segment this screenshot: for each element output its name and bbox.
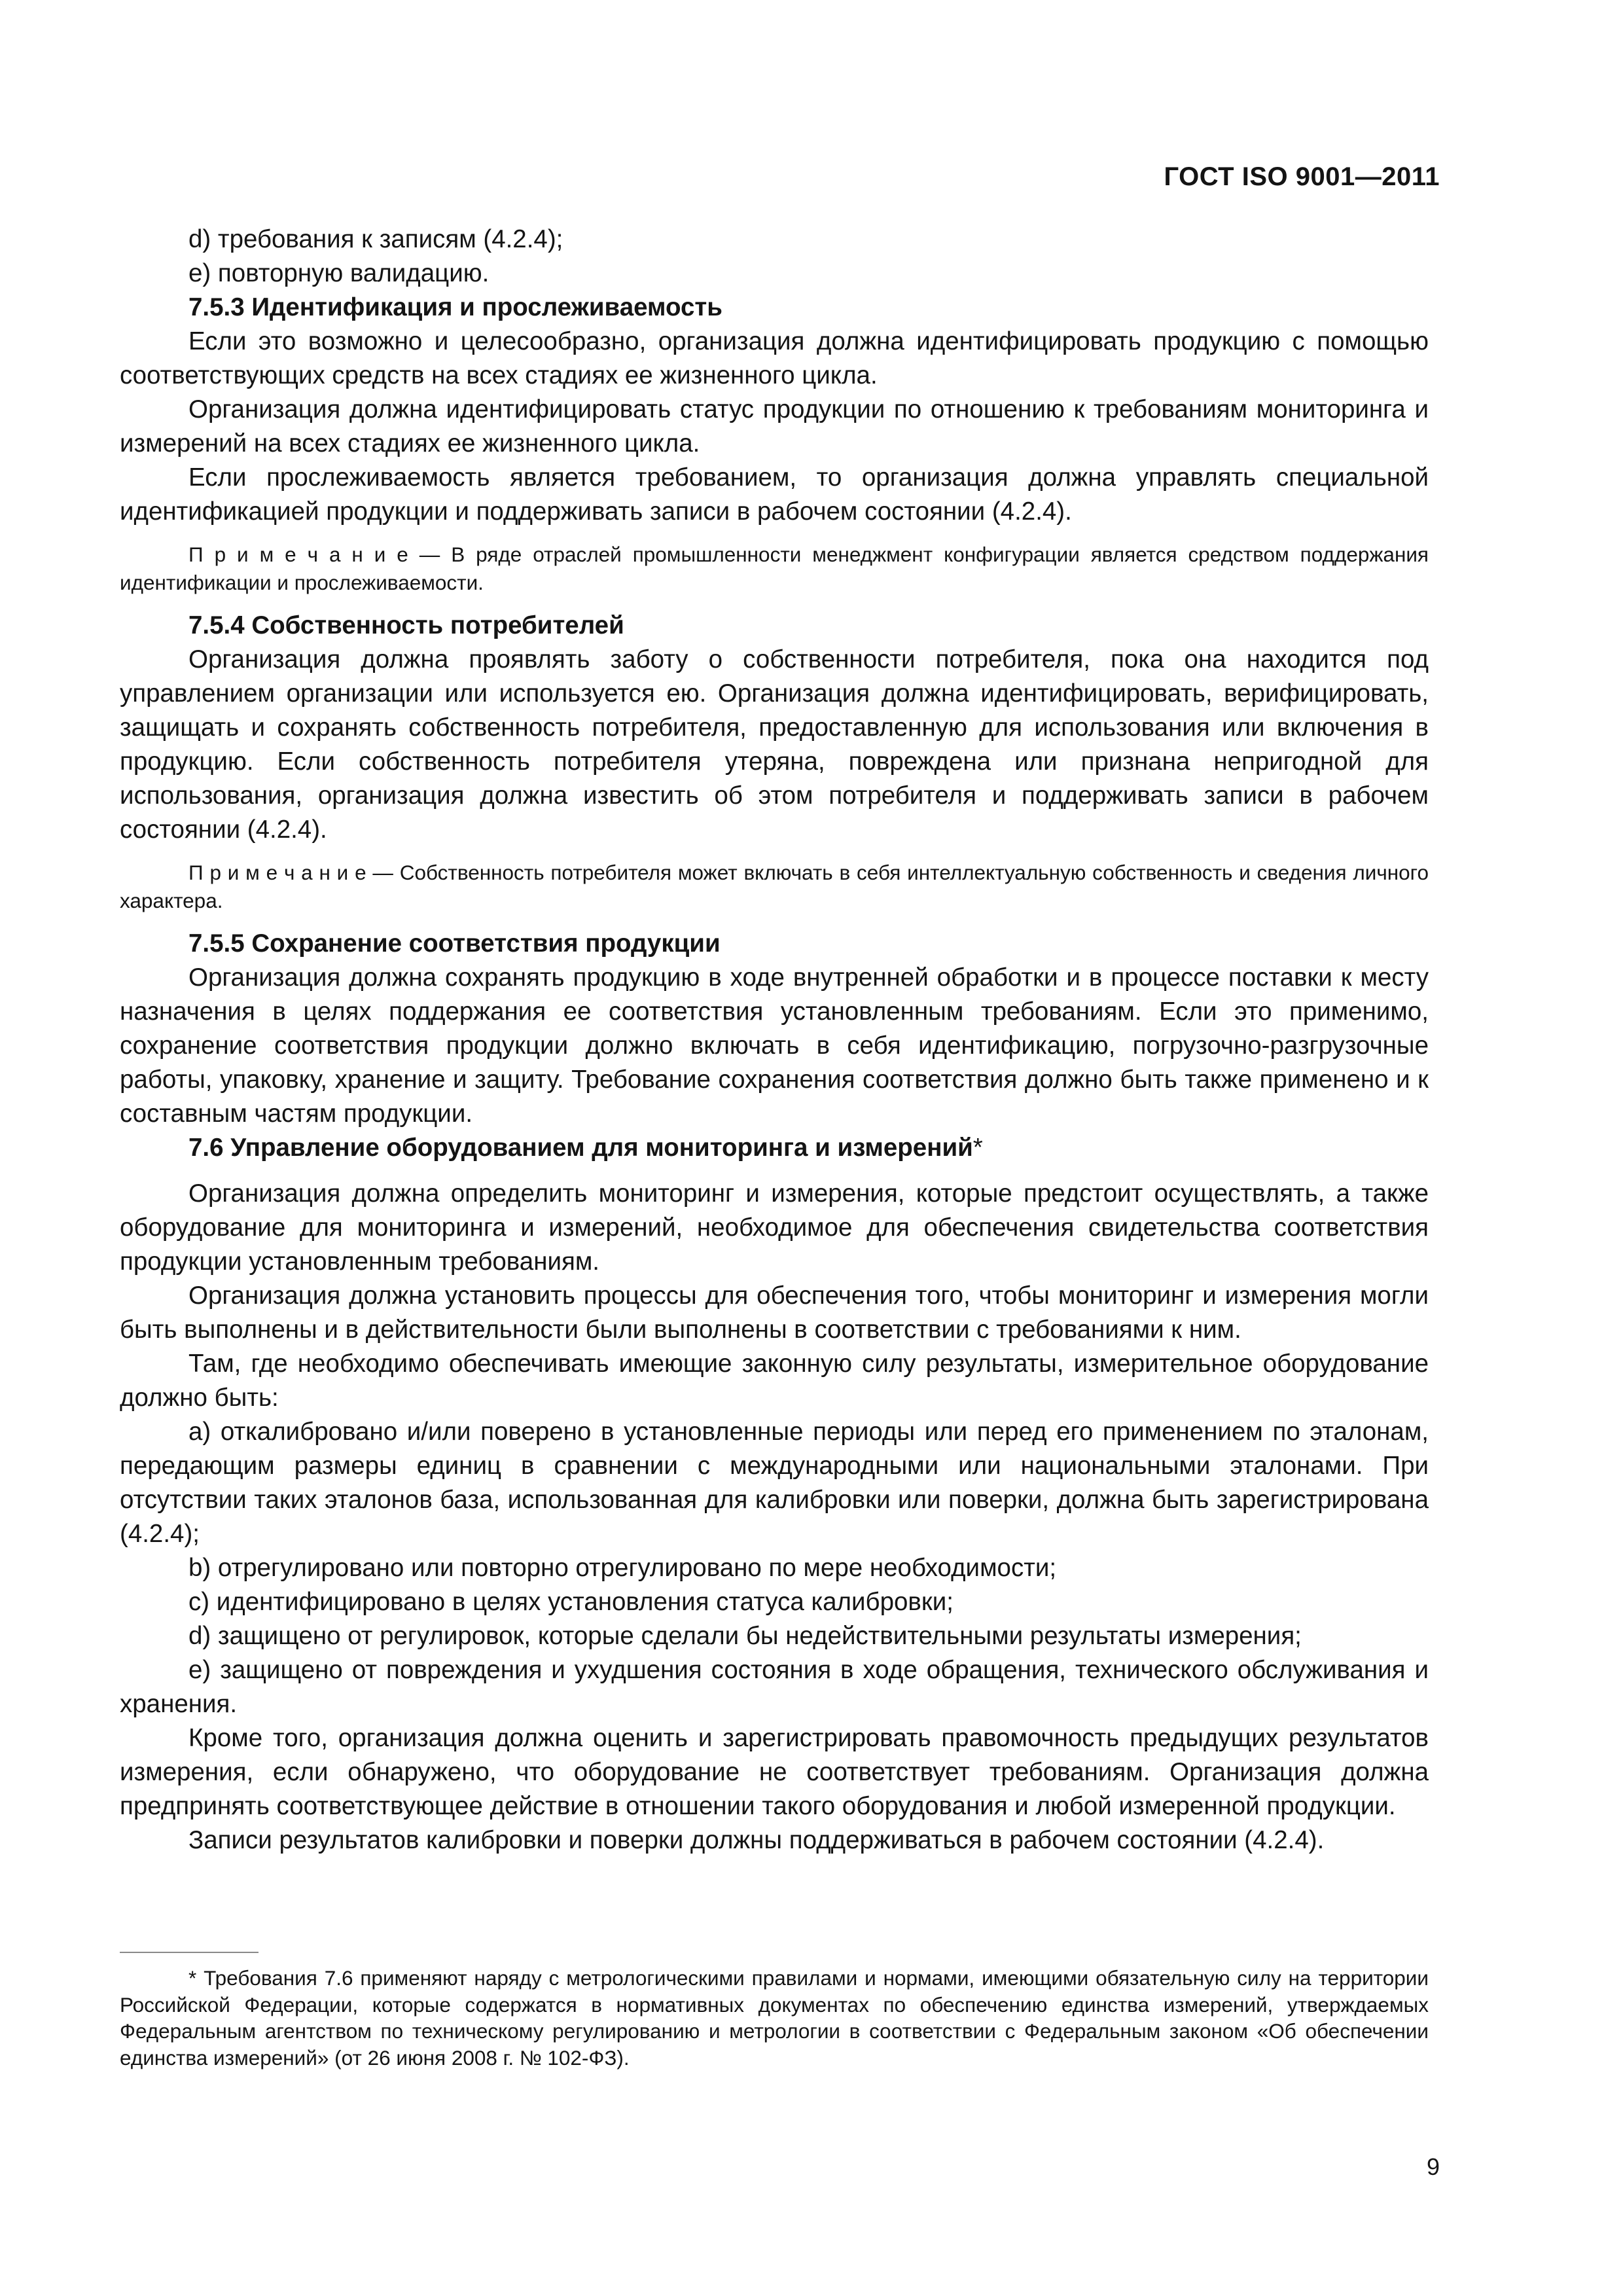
list-item-d-records: d) требования к записям (4.2.4);: [188, 225, 563, 253]
paragraph: Организация должна определить мониторинг и измерения, которые предстоит осуществлять, а также оборудование для мониторинга и измерений, необходимое для обеспечения свидетельства соответствия продукции установленным требованиям.: [120, 1179, 1429, 1276]
footnote-divider: [120, 1952, 259, 1953]
footnote-reference: *: [972, 1134, 983, 1162]
section-heading-text: 7.6 Управление оборудованием для мониторинга и измерений: [188, 1134, 973, 1162]
note: [120, 541, 1429, 597]
note: [120, 859, 1429, 915]
paragraph: Кроме того, организация должна оценить и зарегистрировать правомочность предыдущих результатов измерения, если обнаружено, что оборудование не соответствует требованиям. Организация должна предпринять соответствующее действие в отношении такого оборудования и любой измеренной продукции.: [120, 1724, 1429, 1820]
paragraph: Записи результатов калибровки и поверки должны поддерживаться в рабочем состоянии (4.2.4).: [188, 1826, 1325, 1854]
note-label: П р и м е ч а н и е —: [188, 543, 440, 566]
footnote-text: Требования 7.6 применяют наряду с метрологическими правилами и нормами, имеющими обязательную силу на территории Российской Федерации, которые содержатся в нормативных документах по обеспечению единства измерений, утверждаемых Федеральным агентством по техническому регулированию и метрологии в соответствии с Федеральным законом «Об обеспечении единства измерений» (от 26 июня 2008 г. № 102-ФЗ).: [120, 1966, 1429, 2070]
list-item-a: a) откалибровано и/или поверено в установленные периоды или перед его применением по эталонам, передающим размеры единиц в сравнении с международными или национальными эталонами. При отсутствии таких эталонов база, использованная для калибровки или поверки, должна быть зарегистрирована (4.2.4);: [120, 1418, 1429, 1548]
paragraph: Организация должна проявлять заботу о собственности потребителя, пока она находится под управлением организации или используется ею. Организация должна идентифицировать, верифицировать, защищать и сохранять собственность потребителя, предоставленную для использования или включения в продукцию. Если собственность потребителя утеряна, повреждена или признана непригодной для использования, организация должна известить об этом потребителя и поддерживать записи в рабочем состоянии (4.2.4).: [120, 645, 1429, 844]
body-text: [120, 223, 1429, 1857]
paragraph: Организация должна сохранять продукцию в ходе внутренней обработки и в процессе поставки к месту назначения в целях поддержания ее соответствия установленным требованиям. Если это применимо, сохранение соответствия продукции должно включать в себя идентификацию, погрузочно-разгрузочные работы, упаковку, хранение и защиту. Требование сохранения соответствия должно быть также применено и к составным частям продукции.: [120, 963, 1429, 1128]
list-item-e: e) защищено от повреждения и ухудшения состояния в ходе обращения, технического обслуживания и хранения.: [120, 1656, 1429, 1718]
list-item-b: b) отрегулировано или повторно отрегулировано по мере необходимости;: [188, 1554, 1057, 1582]
list-item-c: c) идентифицировано в целях установления статуса калибровки;: [188, 1588, 954, 1616]
paragraph: Если это возможно и целесообразно, организация должна идентифицировать продукцию с помощью соответствующих средств на всех стадиях ее жизненного цикла.: [120, 327, 1429, 389]
footnote-mark: *: [188, 1966, 197, 1990]
note-text: В ряде отраслей промышленности менеджмент конфигурации является средством поддержания идентификации и прослеживаемости.: [120, 543, 1429, 594]
standard-header: ГОСТ ISO 9001—2011: [1164, 162, 1440, 191]
list-item-d: d) защищено от регулировок, которые сделали бы недействительными результаты измерения;: [188, 1622, 1302, 1650]
section-heading-7-6: [120, 1131, 1429, 1165]
paragraph: Организация должна идентифицировать статус продукции по отношению к требованиям мониторинга и измерений на всех стадиях ее жизненного цикла.: [120, 395, 1429, 457]
section-heading-7-5-5: 7.5.5 Сохранение соответствия продукции: [188, 929, 721, 958]
note-label: П р и м е ч а н и е —: [188, 861, 393, 884]
section-heading-7-5-3: 7.5.3 Идентификация и прослеживаемость: [188, 293, 722, 321]
list-item-e-revalidation: e) повторную валидацию.: [188, 259, 490, 287]
footnote: [120, 1965, 1429, 2071]
note-text: Собственность потребителя может включать в себя интеллектуальную собственность и сведения личного характера.: [120, 861, 1429, 912]
section-heading-7-5-4: 7.5.4 Собственность потребителей: [188, 611, 624, 639]
paragraph: Там, где необходимо обеспечивать имеющие законную силу результаты, измерительное оборудование должно быть:: [120, 1350, 1429, 1412]
page-number: 9: [1426, 2153, 1440, 2180]
paragraph: Организация должна установить процессы для обеспечения того, чтобы мониторинг и измерения могли быть выполнены и в действительности были выполнены в соответствии с требованиями к ним.: [120, 1282, 1429, 1344]
paragraph: Если прослеживаемость является требованием, то организация должна управлять специальной идентификацией продукции и поддерживать записи в рабочем состоянии (4.2.4).: [120, 463, 1429, 526]
